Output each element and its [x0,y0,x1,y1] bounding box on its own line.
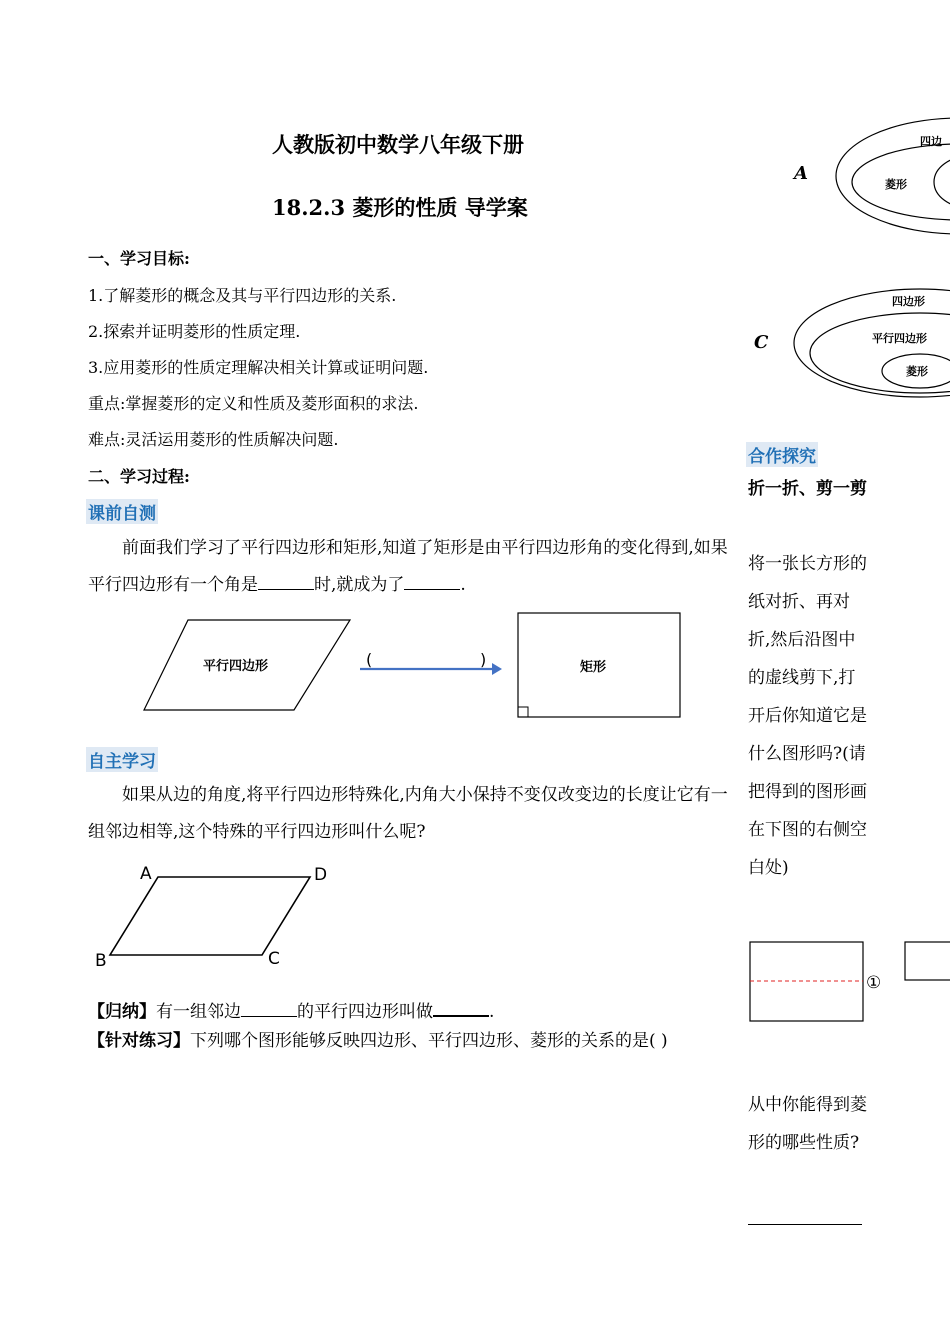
practice-paragraph [88,1023,736,1060]
preview-blank-angle [258,589,314,590]
flow-arrow-head [492,663,502,675]
summary-text-b: 的平行四边形叫做 [297,1002,433,1022]
practice-label: 【针对练习】 [88,1031,190,1051]
flow-diagram [130,605,700,730]
cooperation-tag: 合作探究 [746,442,818,467]
abcd-figure [90,855,340,975]
vertex-c: C [268,949,280,969]
fold-cut-heading: 折一折、剪一剪 [748,479,867,499]
preview-tag: 课前自测 [86,499,158,524]
step-marker: ① [866,973,882,993]
objective-2: 2.探索并证明菱形的性质定理. [88,322,301,341]
option-c-letter: C [754,332,769,353]
summary-label: 【归纳】 [88,1002,156,1022]
preview-paragraph [88,530,736,604]
option-c-inner-label: 菱形 [906,365,928,378]
fold-cut-text: 将一张长方形的纸对折、再对折,然后沿图中的虚线剪下,打开后你知道它是什么图形吗?(请把得到的图形画在下图的右侧空白处) [748,554,867,878]
rectangle-label: 矩形 [580,660,607,675]
key-point: 重点:掌握菱形的定义和性质及菱形面积的求法. [88,394,419,413]
self-study-paragraph: 如果从边的角度,将平行四边形特殊化,内角大小保持不变仅改变边的长度让它有一组邻边相等,这个特殊的平行四边形叫什么呢? [88,785,728,842]
difficulty: 难点:灵活运用菱形的性质解决问题. [88,430,339,449]
option-a-inner-ellipse [934,156,950,208]
practice-text: 下列哪个图形能够反映四边形、平行四边形、菱形的关系的是( ) [190,1031,668,1051]
option-c-middle-label: 平行四边形 [872,332,927,345]
abcd-parallelogram [110,877,310,955]
objective-3: 3.应用菱形的性质定理解决相关计算或证明问题. [88,358,429,377]
summary-text-c: . [489,1002,495,1022]
parallelogram-label: 平行四边形 [203,659,269,674]
option-a-diagram [830,112,950,242]
property-question: 从中你能得到菱形的哪些性质? [748,1095,867,1153]
preview-text-c: . [460,575,466,595]
vertex-d: D [314,865,328,885]
next-step-paper [905,942,950,980]
doc-title: 人教版初中数学八年级下册 [272,132,524,157]
flow-bracket-open: ( [366,650,373,669]
vertex-b: B [95,951,107,971]
preview-text-b: 时,就成为了 [314,575,405,595]
self-study-tag: 自主学习 [86,747,158,772]
option-c-diagram [790,285,950,405]
option-a-letter: A [794,163,808,184]
answer-line [748,1224,862,1225]
summary-blank-sides [241,1016,297,1017]
fold-figure [748,938,950,1028]
option-c-outer-label: 四边形 [892,295,925,308]
preview-text-a: 前面我们学习了平行四边形和矩形,知道了矩形是由平行四边形角的变化得到,如果平行四边形有一个角是 [88,538,728,595]
section2-heading: 二、学习过程: [88,467,190,486]
summary-text-a: 有一组邻边 [156,1002,241,1022]
doc-subtitle: 18.2.3 菱形的性质 导学案 [272,195,528,220]
objective-1: 1.了解菱形的概念及其与平行四边形的关系. [88,286,397,305]
summary-blank-name [433,1015,489,1017]
option-a-inner-label: 菱形 [885,178,907,191]
vertex-a: A [140,864,152,884]
section1-heading: 一、学习目标: [88,249,190,268]
option-a-outer-label: 四边 [920,135,942,148]
summary-line [88,997,494,1022]
preview-blank-shape [404,589,460,590]
flow-bracket-close: ) [480,650,487,669]
